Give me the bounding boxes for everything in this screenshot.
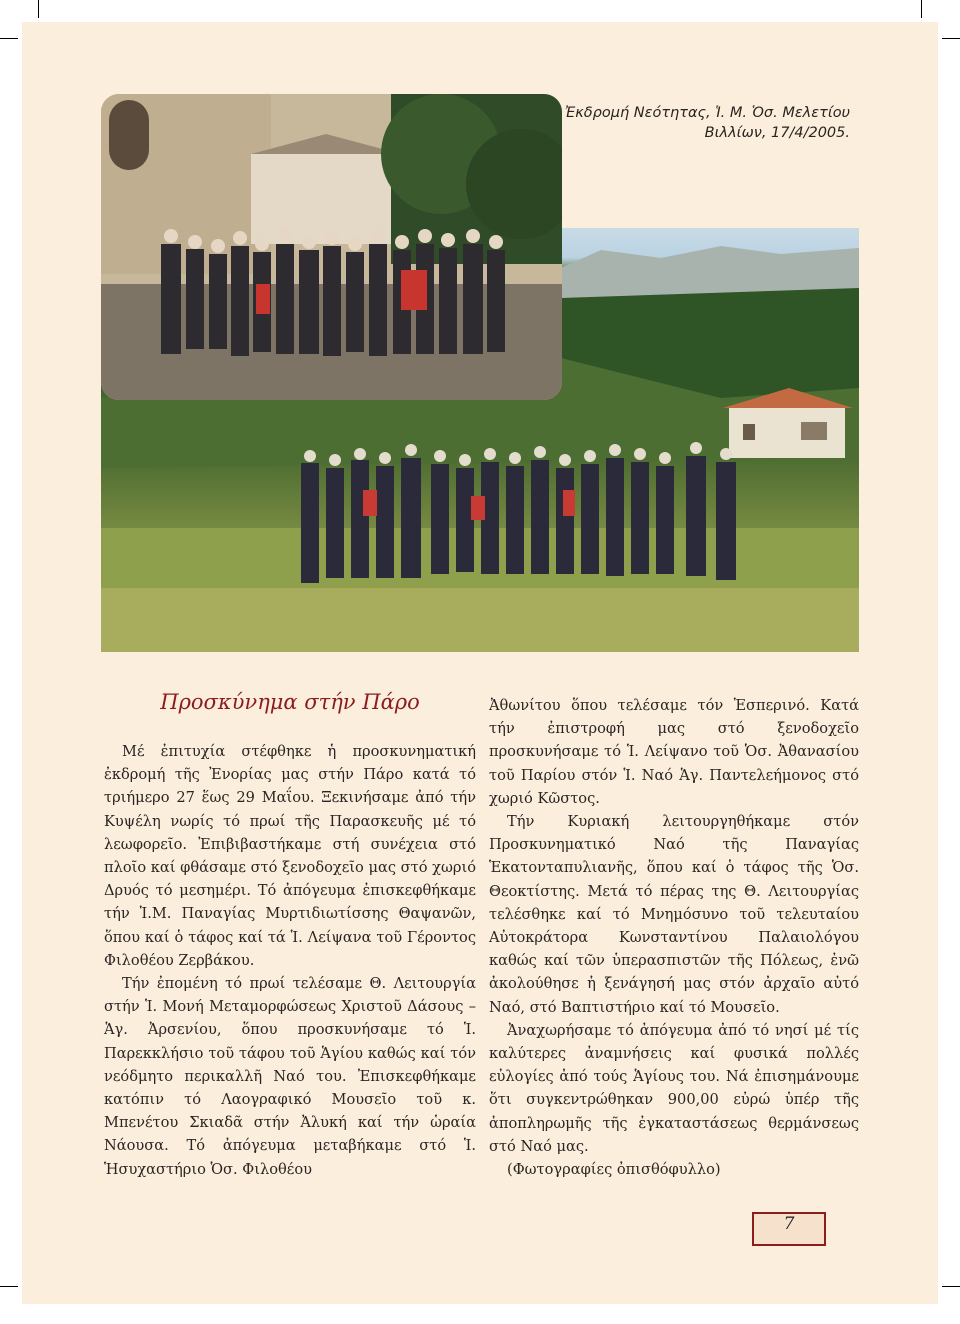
crop-mark bbox=[942, 38, 960, 39]
crop-mark bbox=[0, 38, 18, 39]
monastery-photo-illustration bbox=[101, 94, 562, 400]
crop-mark bbox=[38, 0, 39, 18]
group-photo-monastery bbox=[101, 94, 562, 400]
caption-line-2: Βιλλίων, 17/4/2005. bbox=[704, 125, 850, 141]
article-paragraph: Τήν Κυριακή λειτουργηθήκαμε στόν Προσκυνηματικό Ναό τῆς Παναγίας Ἑκατονταπυλιανῆς, ὅπου καί ὁ τάφος τῆς Ὁσ. Θεοκτίστης. Μετά τό πέρας της Θ. Λειτουργίας τελέσθηκε καί τό Μνημόσυνο τοῦ τελευταίου Αὐτοκράτορα Κωνσταντίνου Παλαιολόγου καθώς καί τῶν ὑπερασπιστῶν τῆς Πόλεως, ἐνῶ ἀκολούθησε ἡ ξενάγησή μας στόν ἀρχαῖο αὐτό Ναό, στό Βαπτιστήριο καί τό Μουσεῖο. bbox=[489, 813, 859, 1016]
article-paragraph: Ἀναχωρήσαμε τό ἀπόγευμα ἀπό τό νησί μέ τίς καλύτερες ἀναμνήσεις καί φυσικά πολλές εὐλογίες ἀπό τούς Ἁγίους του. Νά ἐπισημάνουμε ὅτι συγκεντρώθηκαν 900,00 εὐρώ ὑπέρ τῆς ἀποπληρωμῆς τῆς ἐγκαταστάσεως θερμάνσεως στό Ναό μας. bbox=[489, 1021, 859, 1155]
article-title: Προσκύνημα στήν Πάρο bbox=[160, 690, 420, 714]
crop-mark bbox=[942, 1286, 960, 1287]
article-paragraph: Ἀθωνίτου ὅπου τελέσαμε τόν Ἑσπερινό. Κατά τήν ἐπιστροφή μας στό ξενοδοχεῖο προσκυνήσαμε τό Ἱ. Λείψανο τοῦ Ὁσ. Ἀθανασίου τοῦ Παρίου στόν Ἱ. Ναό Ἁγ. Παντελεήμονος στό χωριό Κῶστος. bbox=[489, 697, 859, 807]
crop-mark bbox=[0, 1286, 18, 1287]
article-right-column bbox=[489, 694, 859, 1181]
article-paragraph: Μέ ἐπιτυχία στέφθηκε ἡ προσκυνηματική ἐκδρομή τῆς Ἐνορίας μας στήν Πάρο κατά τό τριήμερο 27 ἕως 29 Μαΐου. Ξεκινήσαμε ἀπό τήν Κυψέλη νωρίς τό πρωί τῆς Παρασκευῆς μέ τό λεωφορεῖο. Ἐπιβιβαστήκαμε στή συνέχεια στό πλοῖο καί φθάσαμε στό ξενοδοχεῖο μας στό χωριό Δρυός τό μεσημέρι. Τό ἀπόγευμα ἐπισκεφθήκαμε τήν Ἱ.Μ. Παναγίας Μυρτιδιωτίσσης Θαψανῶν, ὅπου καί ὁ τάφος καί τά Ἱ. Λείψανα τοῦ Γέροντος Φιλοθέου Ζερβάκου. bbox=[104, 743, 476, 969]
photo-caption bbox=[560, 103, 850, 143]
photo-credit: (Φωτογραφίες ὀπισθόφυλλο) bbox=[507, 1161, 721, 1179]
article-paragraph: Τήν ἐπομένη τό πρωί τελέσαμε Θ. Λειτουργία στήν Ἱ. Μονή Μεταμορφώσεως Χριστοῦ Δάσους – Ἁγ. Ἀρσενίου, ὅπου προσκυνήσαμε τό Ἱ. Παρεκκλήσιο τοῦ τάφου τοῦ Ἁγίου καθώς καί τόν νεόδμητο περικαλλῆ Ναό του. Ἐπισκεφθήκαμε κατόπιν τό Λαογραφικό Μουσεῖο τοῦ κ. Μπενέτου Σκιαδᾶ στήν Ἀλυκή καί τήν ὡραία Νάουσα. Τό ἀπόγευμα μεταβήκαμε στό Ἱ. Ἡσυχαστήριο Ὁσ. Φιλοθέου bbox=[104, 975, 476, 1178]
crop-mark bbox=[921, 0, 922, 18]
article-left-column bbox=[104, 740, 476, 1181]
page-number: 7 bbox=[783, 1214, 795, 1234]
caption-line-1: Ἐκδρομή Νεότητας, Ἱ. Μ. Ὁσ. Μελετίου bbox=[564, 105, 850, 121]
